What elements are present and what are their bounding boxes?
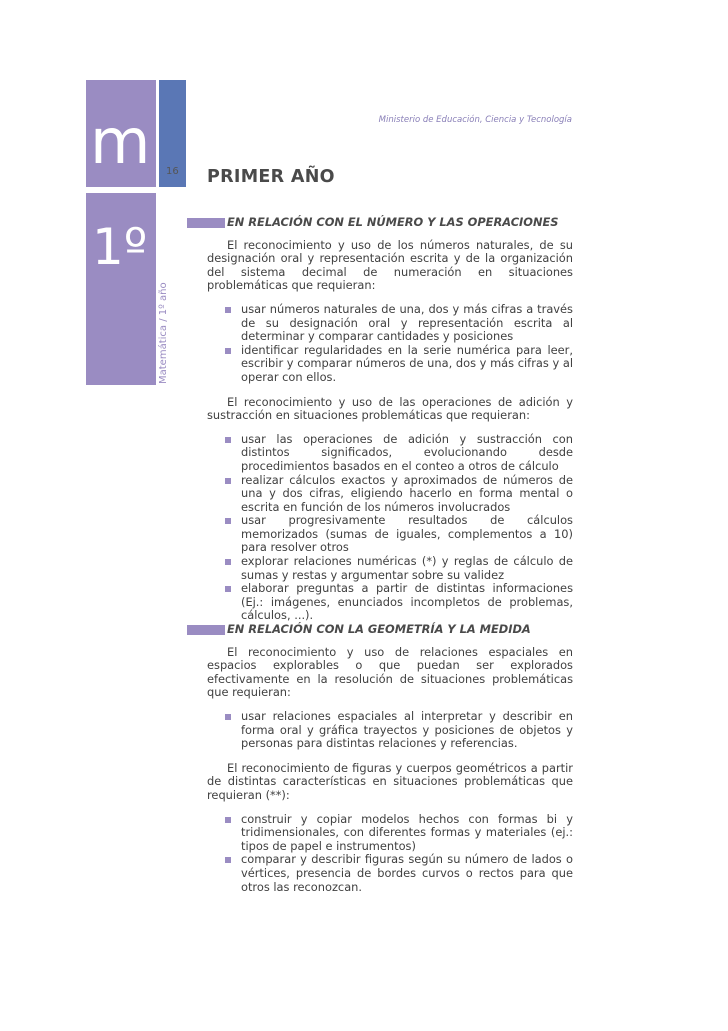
list-item: construir y copiar modelos hechos con formas bi y tridimensionales, con diferentes formas y materiales (ej.: tipos de papel e instrumentos)	[241, 811, 573, 853]
series-letter: m	[90, 105, 149, 178]
page-title: PRIMER AÑO	[207, 167, 335, 187]
list-item: explorar relaciones numéricas (*) y reglas de cálculo de sumas y restas y argumentar sobre su validez	[241, 554, 573, 582]
list-item: usar números naturales de una, dos y más cifras a través de su designación oral y representación escrita al determinar y comparar cantidades y posiciones	[241, 301, 573, 344]
paragraph: El reconocimiento y uso de las operaciones de adición y sustracción en situaciones problemáticas que requieran:	[207, 394, 573, 423]
page-number: 16	[166, 166, 179, 177]
grade-number: 1º	[92, 218, 148, 276]
section-heading: EN RELACIÓN CON LA GEOMETRÍA Y LA MEDIDA	[227, 623, 573, 637]
list-item: usar las operaciones de adición y sustracción con distintos significados, evolucionando desde procedimientos basados en el conteo a otros de cálculo	[241, 431, 573, 473]
bullet-list	[207, 710, 573, 751]
paragraph: El reconocimiento de figuras y cuerpos geométricos a partir de distintas características en situaciones problemáticas que requieran (**):	[207, 760, 573, 802]
section-numbers	[207, 216, 573, 634]
bullet-list	[207, 303, 573, 385]
bullet-list	[207, 433, 573, 623]
section-bar	[187, 218, 225, 228]
paragraph: El reconocimiento y uso de relaciones espaciales en espacios explorables o que puedan ser explorados efectivamente en la resolución de situaciones problemáticas que requieran:	[207, 644, 573, 700]
bullet-list	[207, 813, 573, 895]
list-item: elaborar preguntas a partir de distintas informaciones (Ej.: imágenes, enunciados incompletos de problemas, cálculos, ...).	[241, 581, 573, 623]
section-heading: EN RELACIÓN CON EL NÚMERO Y LAS OPERACIONES	[227, 216, 573, 230]
list-item: usar progresivamente resultados de cálculos memorizados (sumas de iguales, complementos a 10) para resolver otros	[241, 513, 573, 555]
list-item: identificar regularidades en la serie numérica para leer, escribir y comparar números de una, dos y más cifras y al operar con ellos.	[241, 342, 573, 384]
list-item: realizar cálculos exactos y aproximados de números de una y dos cifras, eligiendo hacerlo en forma mental o escrita en función de los números involucrados	[241, 472, 573, 514]
section-bar	[187, 625, 225, 635]
ministry-header: Ministerio de Educación, Ciencia y Tecnología	[378, 115, 572, 125]
paragraph: El reconocimiento y uso de los números naturales, de su designación oral y representación escrita y de la organización del sistema decimal de numeración en situaciones problemáticas que requieran:	[207, 237, 573, 293]
section-geometry	[207, 623, 573, 905]
list-item: usar relaciones espaciales al interpretar y describir en forma oral y gráfica trayectos y posiciones de objetos y personas para distintas relaciones y referencias.	[241, 708, 573, 751]
sidebar-label: Matemática / 1º año	[158, 282, 169, 384]
list-item: comparar y describir figuras según su número de lados o vértices, presencia de bordes curvos o rectos para que otros las reconozcan.	[241, 852, 573, 894]
